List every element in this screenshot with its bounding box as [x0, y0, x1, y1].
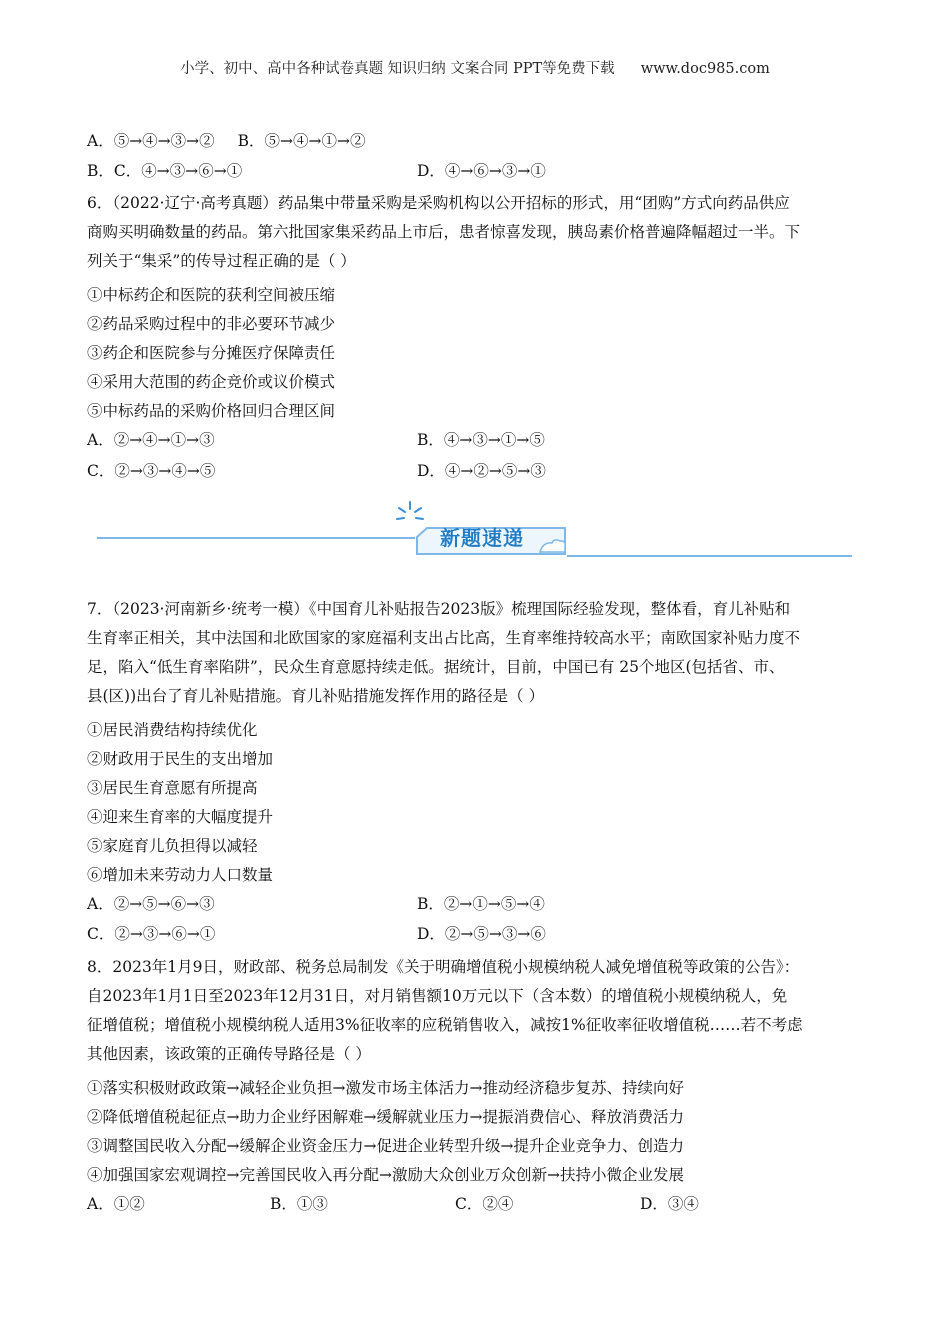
header-site-link[interactable]: www.doc985.com [640, 61, 770, 77]
q7-item-2: ②财政用于民生的支出增加 [87, 750, 274, 768]
q7-stem-line-4: 县(区))出台了育儿补贴措施。育儿补贴措施发挥作用的路径是（ ） [87, 687, 545, 705]
q6-option-c: C．②→③→④→⑤ [87, 462, 216, 480]
q8-item-4: ④加强国家宏观调控→完善国民收入再分配→激励大众创业万众创新→扶持小微企业发展 [87, 1166, 684, 1184]
q8-option-d: D．③④ [640, 1195, 699, 1213]
q8-option-c: C．②④ [455, 1195, 514, 1213]
q7-option-a: A．②→⑤→⑥→③ [87, 895, 215, 913]
q5-options-row-1 [87, 130, 365, 152]
q7-options-row-2 [87, 923, 867, 945]
q7-stem-line-2: 生育率正相关，其中法国和北欧国家的家庭福利支出占比高，生育率维持较高水平；南欧国家补贴力度不 [87, 629, 801, 647]
sparkle-icon [395, 500, 425, 526]
q6-item-5: ⑤中标药品的采购价格回归合理区间 [87, 402, 336, 420]
q6-stem-line-3: 列关于“集采”的传导过程正确的是（ ） [87, 252, 356, 270]
q8-options-row [87, 1193, 867, 1215]
q7-option-c: C．②→③→⑥→① [87, 925, 216, 943]
q6-item-4: ④采用大范围的药企竞价或议价模式 [87, 373, 336, 391]
banner-divider-left [97, 537, 415, 539]
q7-item-3: ③居民生育意愿有所提高 [87, 779, 258, 797]
q7-item-4: ④迎来生育率的大幅度提升 [87, 808, 274, 826]
banner-label: 新题速递 [440, 526, 524, 550]
q5-option-d: D．④→⑥→③→① [417, 162, 546, 180]
q6-options-row-2 [87, 460, 867, 482]
q8-option-a: A．①② [87, 1195, 145, 1213]
q5-options-row-2 [87, 160, 867, 182]
q6-stem-line-1: 6．（2022·辽宁·高考真题）药品集中带量采购是采购机构以公开招标的形式，用“团购”方式向药品供应 [87, 194, 790, 212]
q8-item-3: ③调整国民收入分配→缓解企业资金压力→促进企业转型升级→提升企业竞争力、创造力 [87, 1137, 684, 1155]
q5-option-b: B．⑤→④→①→② [237, 132, 366, 150]
q7-options-row-1 [87, 893, 867, 915]
q7-stem-line-3: 足，陷入“低生育率陷阱”，民众生育意愿持续走低。据统计，目前，中国已有 25个地区(包括省、市、 [87, 658, 785, 676]
q5-option-a: A．⑤→④→③→② [87, 132, 215, 150]
q8-item-1: ①落实积极财政政策→减轻企业负担→激发市场主体活力→推动经济稳步复苏、持续向好 [87, 1079, 684, 1097]
q7-option-d: D．②→⑤→③→⑥ [417, 925, 546, 943]
q7-item-1: ①居民消费结构持续优化 [87, 721, 258, 739]
header-text: 小学、初中、高中各种试卷真题 知识归纳 文案合同 PPT等免费下载 [180, 61, 615, 77]
q8-stem-line-2: 自2023年1月1日至2023年12月31日，对月销售额10万元以下（含本数）的增值税小规模纳税人，免 [87, 987, 788, 1005]
q7-item-6: ⑥增加未来劳动力人口数量 [87, 866, 274, 884]
page-header [0, 57, 950, 78]
q8-stem-line-3: 征增值税；增值税小规模纳税人适用3%征收率的应税销售收入，减按1%征收率征收增值税……若不考虑 [87, 1016, 803, 1034]
q6-option-a: A．②→④→①→③ [87, 431, 215, 449]
q6-item-3: ③药企和医院参与分摊医疗保障责任 [87, 344, 336, 362]
q8-option-b: B．①③ [270, 1195, 328, 1213]
banner-divider-right [567, 555, 852, 557]
q6-item-1: ①中标药企和医院的获利空间被压缩 [87, 286, 336, 304]
q8-stem-line-4: 其他因素，该政策的正确传导路径是（ ） [87, 1045, 371, 1063]
q6-stem-line-2: 商购买明确数量的药品。第六批国家集采药品上市后，患者惊喜发现，胰岛素价格普遍降幅超过一半。下 [87, 223, 801, 241]
q8-item-2: ②降低增值税起征点→助力企业纾困解难→缓解就业压力→提振消费信心、释放消费活力 [87, 1108, 684, 1126]
q7-stem-line-1: 7．（2023·河南新乡·统考一模）《中国育儿补贴报告2023版》梳理国际经验发现，整体看，育儿补贴和 [87, 600, 791, 618]
q6-option-d: D．④→②→⑤→③ [417, 462, 546, 480]
q5-option-c: B．C．④→③→⑥→① [87, 162, 243, 180]
q7-item-5: ⑤家庭育儿负担得以减轻 [87, 837, 258, 855]
q8-stem-line-1: 8．2023年1月9日，财政部、税务总局制发《关于明确增值税小规模纳税人减免增值税等政策的公告》： [87, 958, 800, 976]
q7-option-b: B．②→①→⑤→④ [417, 895, 545, 913]
section-banner [97, 500, 857, 566]
q6-options-row-1 [87, 429, 867, 451]
q6-option-b: B．④→③→①→⑤ [417, 431, 545, 449]
q6-item-2: ②药品采购过程中的非必要环节减少 [87, 315, 336, 333]
